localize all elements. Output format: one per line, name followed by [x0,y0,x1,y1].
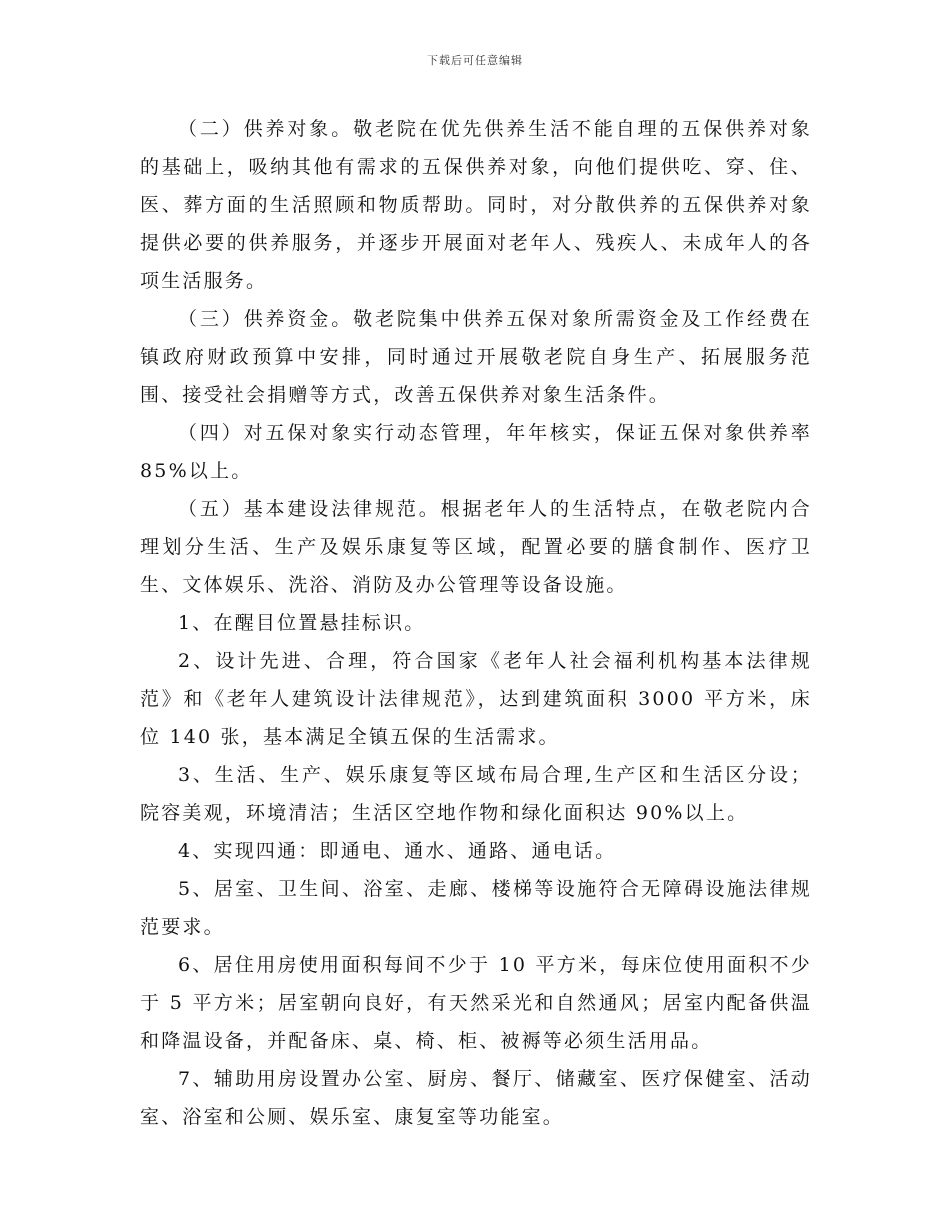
list-item-3: 3、生活、生产、娱乐康复等区域布局合理,生产区和生活区分设；院容美观，环境清洁；生活区空地作物和绿化面积达 90%以上。 [140,764,812,824]
list-item-1: 1、在醒目位置悬挂标识。 [178,612,426,634]
paragraph-construction-standards: （五）基本建设法律规范。根据老年人的生活特点，在敬老院内合理划分生活、生产及娱乐康复等区域，配置必要的膳食制作、医疗卫生、文体娱乐、洗浴、消防及办公管理等设备设施。 [140,498,812,596]
document-body [140,110,812,1136]
list-item-5: 5、居室、卫生间、浴室、走廊、楼梯等设施符合无障碍设施法律规范要求。 [140,878,812,938]
paragraph-dynamic-management: （四）对五保对象实行动态管理，年年核实，保证五保对象供养率 85%以上。 [140,422,812,482]
list-item-2: 2、设计先进、合理，符合国家《老年人社会福利机构基本法律规范》和《老年人建筑设计法律规范》，达到建筑面积 3000 平方米，床位 140 张，基本满足全镇五保的生活需求。 [140,650,812,748]
paragraph-support-funds: （三）供养资金。敬老院集中供养五保对象所需资金及工作经费在镇政府财政预算中安排，同时通过开展敬老院自身生产、拓展服务范围、接受社会捐赠等方式，改善五保供养对象生活条件。 [140,308,812,406]
list-item-4: 4、实现四通：即通电、通水、通路、通电话。 [178,840,617,862]
list-item-7: 7、辅助用房设置办公室、厨房、餐厅、储藏室、医疗保健室、活动室、浴室和公厕、娱乐室、康复室等功能室。 [140,1068,812,1128]
paragraph-support-targets: （二）供养对象。敬老院在优先供养生活不能自理的五保供养对象的基础上，吸纳其他有需求的五保供养对象，向他们提供吃、穿、住、医、葬方面的生活照顾和物质帮助。同时，对分散供养的五保供养对象提供必要的供养服务，并逐步开展面对老年人、残疾人、未成年人的各项生活服务。 [140,118,812,292]
page-header-note: 下载后可任意编辑 [427,54,523,67]
list-item-6: 6、居住用房使用面积每间不少于 10 平方米，每床位使用面积不少于 5 平方米；居室朝向良好，有天然采光和自然通风；居室内配备供温和降温设备，并配备床、桌、椅、柜、被褥等必须生活用品。 [140,954,812,1052]
